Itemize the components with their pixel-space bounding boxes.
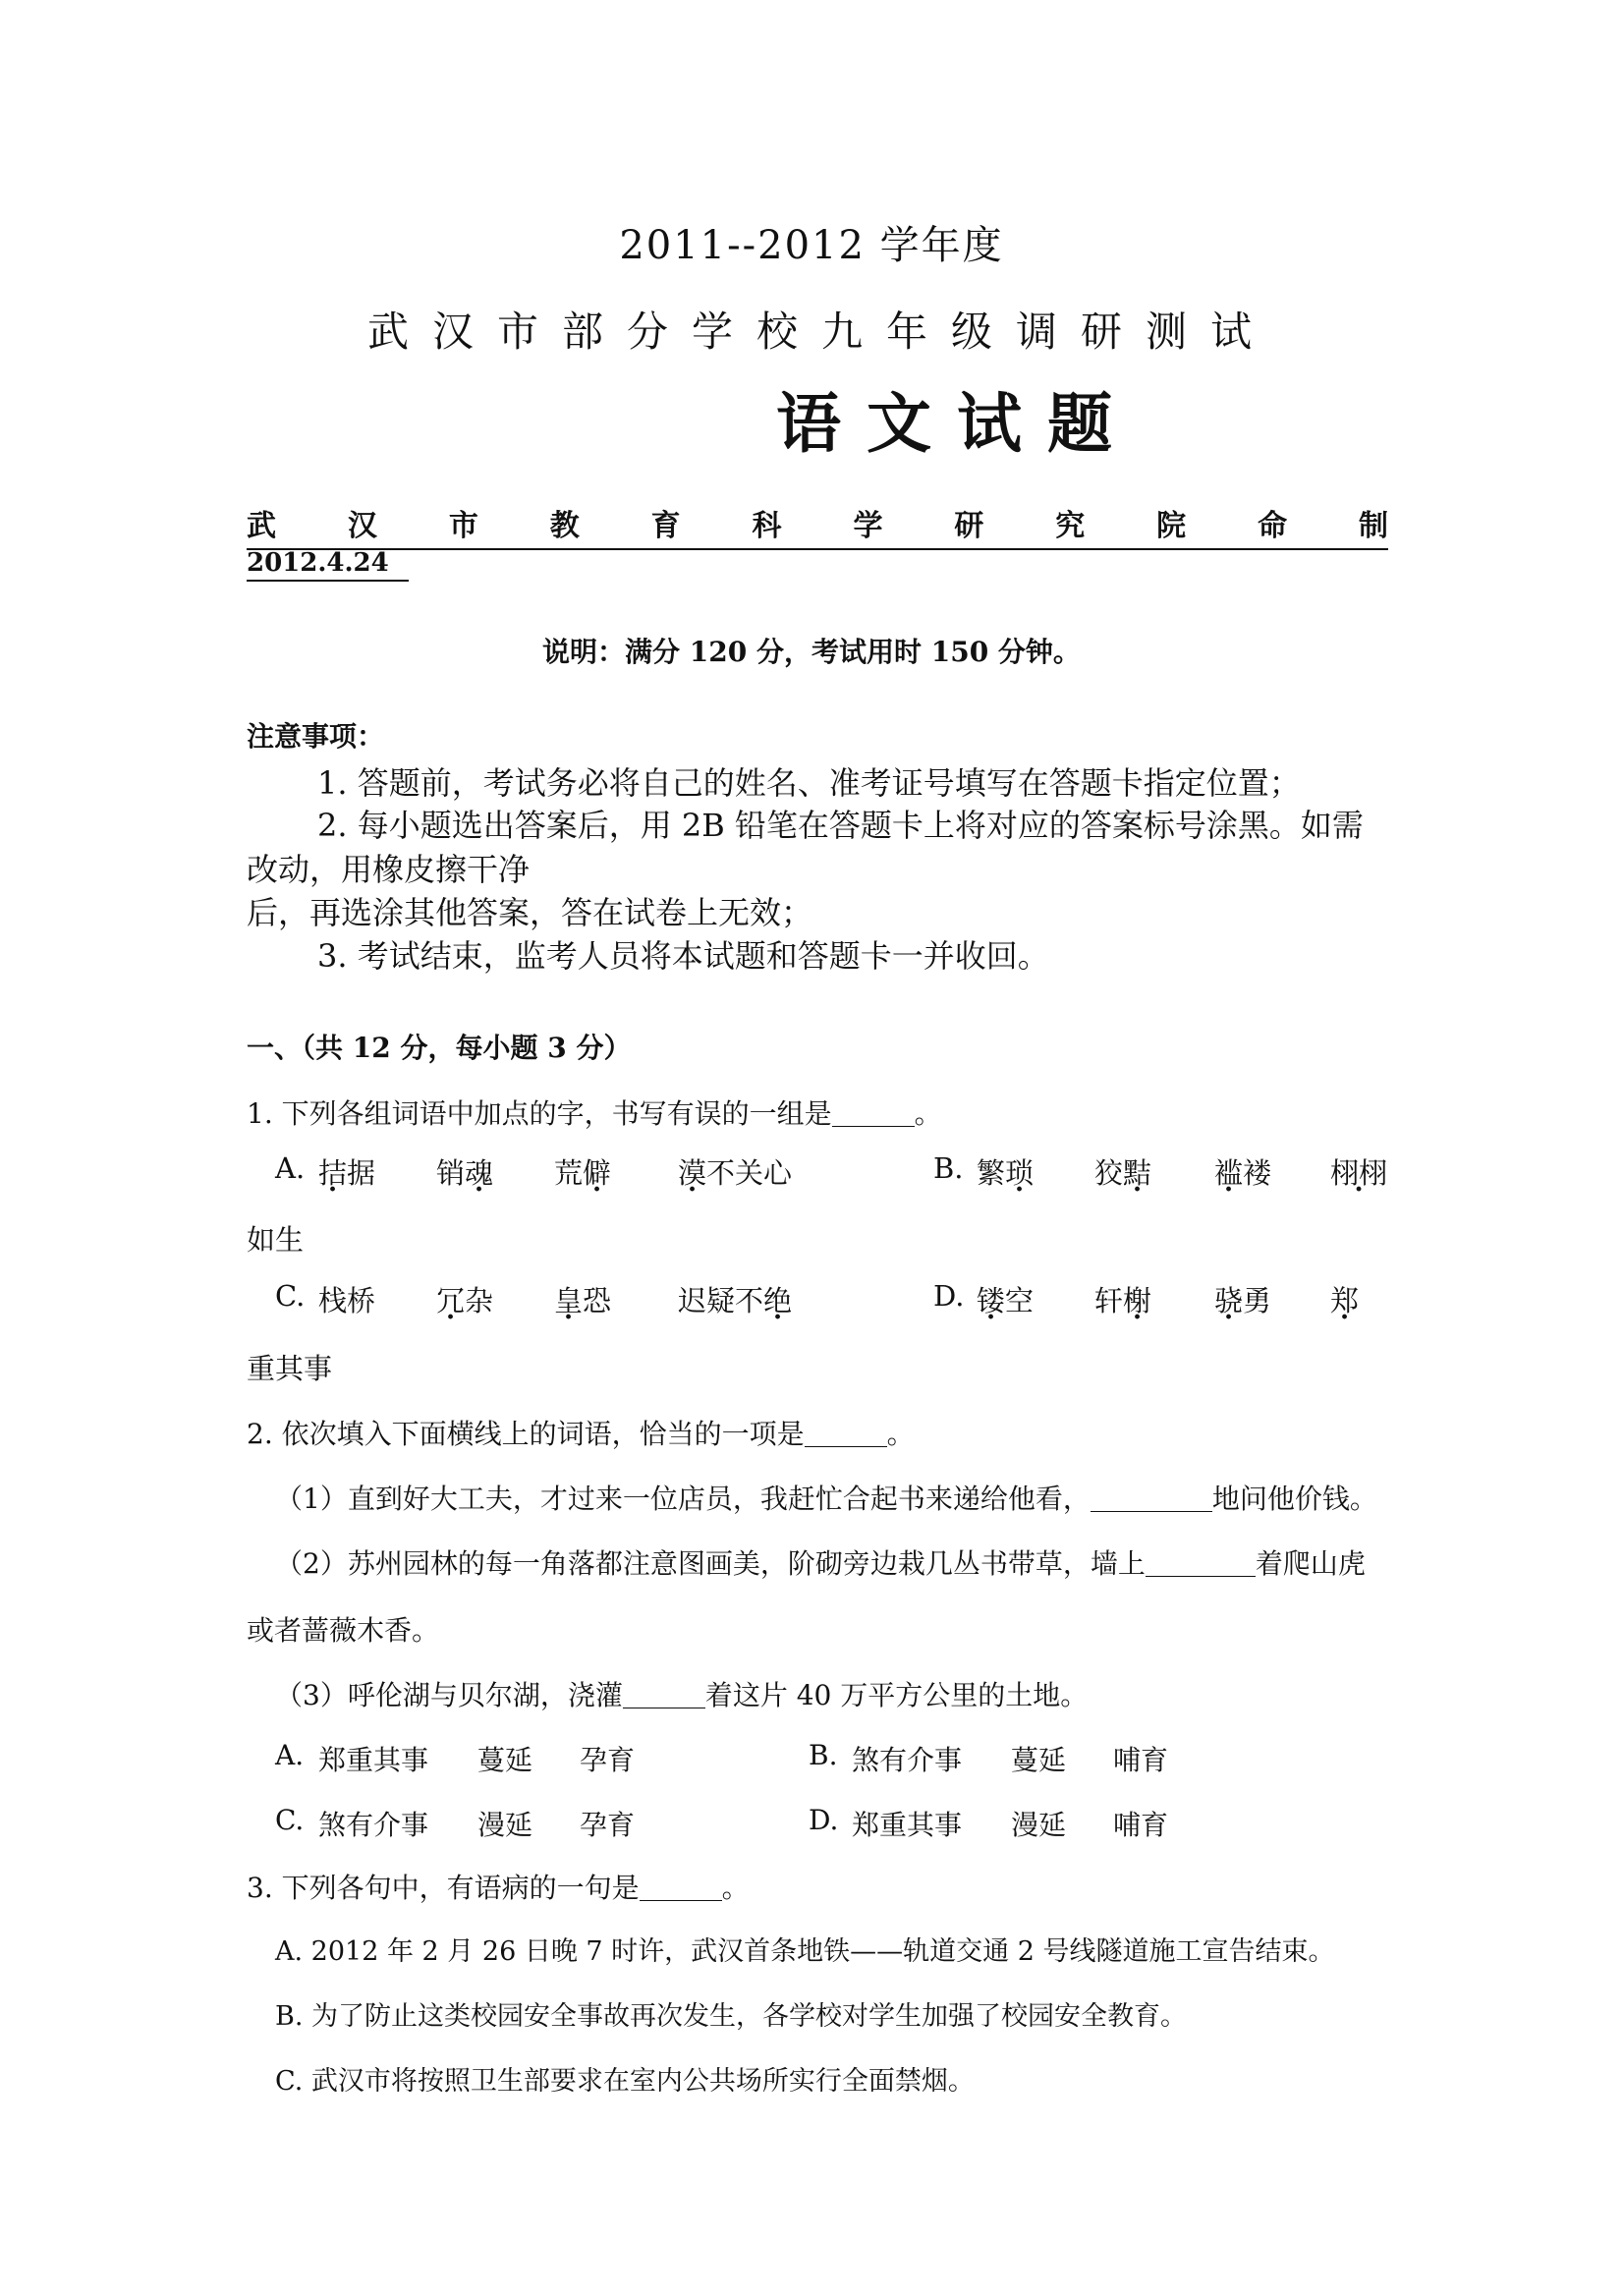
q2-sentence-2 (275, 1542, 1366, 1582)
attention-item-1: 1. 答题前，考试务必将自己的姓名、准考证号填写在答题卡指定位置； (317, 764, 1301, 802)
word-rest: 繁 (977, 1156, 1006, 1190)
option-label: B. (933, 1151, 964, 1185)
dotted-char: 拮 (318, 1156, 348, 1190)
q3-option-b: B. 为了防止这类校园安全事故再次发生，各学校对学生加强了校园安全教育。 (275, 2001, 1188, 2032)
option-word (554, 1279, 678, 1319)
answer-blank (832, 1098, 915, 1127)
institute-char: 院 (1156, 509, 1187, 543)
option-word (1214, 1151, 1330, 1192)
option-label: A. (275, 1151, 306, 1185)
q2-sentence-2-cont: 或者蔷薇木香。 (247, 1614, 440, 1647)
option-word: 郑重其事 (852, 1809, 963, 1841)
option-word (1330, 1151, 1387, 1192)
dotted-char: 榭 (1123, 1284, 1152, 1317)
q3-option-a: A. 2012 年 2 月 26 日晚 7 时许，武汉首条地铁——轨道交通 2 号线隧道施工宣告结束。 (275, 1936, 1335, 1967)
option-word (436, 1151, 554, 1192)
sentence-text: 着这片 40 万平方公里的土地。 (704, 1679, 1089, 1711)
institute-char: 研 (954, 509, 984, 543)
sentence-text: 地问他价钱。 (1211, 1483, 1377, 1515)
option-word (554, 1151, 678, 1192)
option-word: 郑重其事 (318, 1744, 429, 1776)
word-rest: 褛 (1243, 1156, 1272, 1190)
option-word: 蔓延 (477, 1744, 533, 1776)
institute-line (247, 501, 1388, 550)
option-word (977, 1151, 1094, 1192)
institute-char: 教 (549, 509, 580, 543)
dotted-char: 骁 (1214, 1284, 1244, 1317)
q1-option-a (275, 1151, 792, 1192)
word-rest: 栈 (318, 1284, 348, 1317)
institute-char: 汉 (347, 509, 377, 543)
institute-char: 科 (752, 509, 782, 543)
option-word (436, 1279, 554, 1319)
exam-year: 2011--2012 学年度 (619, 223, 1004, 268)
option-label: C. (275, 1804, 305, 1836)
word-rest: 狡 (1094, 1156, 1124, 1190)
question-end: 。 (914, 1097, 942, 1130)
sentence-text: （1）直到好大工夫，才过来一位店员，我赶忙合起书来递给他看， (275, 1483, 1091, 1515)
question-text: 1. 下列各组词语中加点的字，书写有误的一组是 (247, 1097, 832, 1130)
option-label: D. (933, 1279, 965, 1313)
sentence-text: （2）苏州园林的每一角落都注意图画美，阶砌旁边栽几丛书带草，墙上 (275, 1547, 1146, 1580)
attention-item-2-cont: 改动，用橡皮擦干净 (247, 851, 531, 888)
dotted-char: 黠 (1123, 1156, 1152, 1190)
option-word: 煞有介事 (852, 1744, 963, 1776)
sentence-text: （3）呼伦湖与贝尔湖，浇灌 (275, 1679, 623, 1711)
question-2-stem (247, 1413, 915, 1452)
word-rest: 据 (347, 1156, 376, 1190)
question-text: 2. 依次填入下面横线上的词语，恰当的一项是 (247, 1418, 805, 1450)
answer-blank (1146, 1548, 1256, 1577)
exam-title: 语文试题 (776, 385, 1138, 462)
dotted-char: 栩栩 (1330, 1156, 1388, 1190)
dotted-char: 绝 (763, 1284, 793, 1317)
attention-item-3: 3. 考试结束，监考人员将本试题和答题卡一并收回。 (317, 937, 1049, 975)
institute-char: 究 (1055, 509, 1086, 543)
answer-blank (640, 1873, 722, 1901)
word-rest: 恐 (583, 1284, 612, 1317)
institute-char: 育 (650, 509, 681, 543)
q2-option-d (809, 1804, 1168, 1843)
dotted-char: 魂 (465, 1156, 494, 1190)
dotted-char: 镂 (977, 1284, 1006, 1317)
word-rest: 不关心 (706, 1156, 793, 1190)
dotted-char: 僻 (583, 1156, 612, 1190)
word-rest: 勇 (1243, 1284, 1272, 1317)
q2-sentence-3 (275, 1674, 1088, 1713)
word-rest: 荒 (554, 1156, 584, 1190)
question-3-stem (247, 1867, 750, 1906)
word-rest: 空 (1005, 1284, 1035, 1317)
word-rest: 迟疑不 (678, 1284, 764, 1317)
option-word (1214, 1279, 1330, 1319)
answer-blank (1091, 1484, 1212, 1512)
q3-option-c: C. 武汉市将按照卫生部要求在室内公共场所实行全面禁烟。 (275, 2066, 975, 2097)
option-word: 蔓延 (1011, 1744, 1067, 1776)
institute-char: 制 (1358, 509, 1388, 543)
dotted-char: 郑 (1330, 1284, 1360, 1317)
answer-blank (805, 1419, 887, 1447)
option-word (1094, 1279, 1214, 1319)
question-1-stem (247, 1092, 942, 1132)
institute-char: 命 (1258, 509, 1288, 543)
option-word: 孕育 (580, 1809, 636, 1841)
option-word: 煞有介事 (318, 1809, 429, 1841)
option-label: C. (275, 1279, 306, 1313)
word-rest: 桥 (347, 1284, 376, 1317)
attention-heading: 注意事项： (247, 720, 385, 753)
exam-date: 2012.4.24 (247, 548, 409, 582)
word-rest: 杂 (465, 1284, 494, 1317)
option-label: D. (809, 1804, 839, 1836)
question-end: 。 (886, 1418, 915, 1450)
option-word (678, 1279, 792, 1319)
question-text: 3. 下列各句中，有语病的一句是 (247, 1872, 640, 1904)
q2-option-a (275, 1739, 635, 1778)
dotted-char: 漠 (678, 1156, 707, 1190)
option-word (1094, 1151, 1214, 1192)
q2-option-b (809, 1739, 1168, 1778)
option-word (678, 1151, 792, 1192)
attention-item-2-cont: 后，再选涂其他答案，答在试卷上无效； (247, 894, 813, 931)
q2-sentence-1 (275, 1478, 1377, 1517)
dotted-char: 褴 (1214, 1156, 1244, 1190)
dotted-char: 皇 (554, 1284, 584, 1317)
dotted-char: 琐 (1005, 1156, 1035, 1190)
question-end: 。 (721, 1872, 750, 1904)
option-word (977, 1279, 1094, 1319)
q1-option-c (275, 1279, 792, 1319)
option-word: 哺育 (1113, 1744, 1169, 1776)
option-wrap-text: 如生 (247, 1223, 305, 1257)
q1-option-d (933, 1279, 1359, 1319)
option-word: 漫延 (1011, 1809, 1067, 1841)
attention-item-2: 2. 每小题选出答案后，用 2B 铅笔在答题卡上将对应的答案标号涂黑。如需 (317, 807, 1364, 844)
institute-char: 武 (247, 509, 276, 543)
option-label: A. (275, 1739, 305, 1771)
section-heading: 一、（共 12 分，每小题 3 分） (247, 1032, 632, 1064)
sentence-text: 着爬山虎 (1255, 1547, 1366, 1580)
word-rest: 轩 (1094, 1284, 1124, 1317)
option-label: B. (809, 1739, 838, 1771)
option-word (1330, 1279, 1359, 1319)
option-word: 哺育 (1113, 1809, 1169, 1841)
word-rest: 销 (436, 1156, 466, 1190)
option-word (318, 1151, 436, 1192)
q2-option-c (275, 1804, 635, 1843)
dotted-char: 冗 (436, 1284, 466, 1317)
answer-blank (623, 1680, 705, 1708)
q1-option-b (933, 1151, 1387, 1192)
option-word: 漫延 (477, 1809, 533, 1841)
option-wrap-text: 重其事 (247, 1352, 333, 1385)
exam-note: 说明：满分 120 分，考试用时 150 分钟。 (542, 636, 1081, 668)
exam-subtitle: 武汉市部分学校九年级调研测试 (366, 308, 1275, 356)
option-word (318, 1279, 436, 1319)
option-word: 孕育 (580, 1744, 636, 1776)
institute-char: 学 (853, 509, 883, 543)
institute-char: 市 (448, 509, 478, 543)
